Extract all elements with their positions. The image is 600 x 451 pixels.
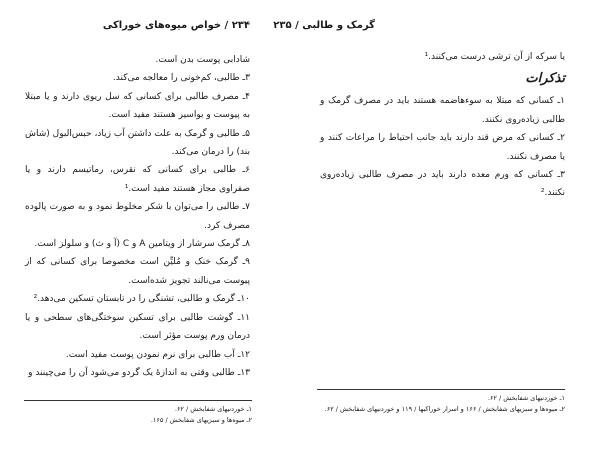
left-paragraph: ۱۱ـ گوشت طالبی برای تسکین سوختگی‌های سطحی و یا درمان ورم پوست مؤثر است. <box>25 312 250 342</box>
right-running-head: گرمک و طالبی / ۲۳۵ <box>273 20 375 31</box>
right-footnotes <box>317 393 565 414</box>
right-intro-line: یا سرکه از آن ترشی درست می‌کنند.¹ <box>424 52 565 62</box>
left-paragraph: ۱۳ـ طالبی وقتی به اندازهٔ یک گردو می‌شود آن را می‌چینند و <box>28 367 250 378</box>
left-paragraph: ۸ـ گرمک سرشار از ویتامین A و C (آ و ث) و سلولز است. <box>34 239 250 250</box>
right-footnote: ۲ـ میوه‌ها و سبزیهای شفابخش / ۱۶۶ و اسرار خوراکیها / ۱۱۹ و خوردنیهای شفابخش / ۶۲. <box>324 404 565 413</box>
left-paragraph: ۳ـ طالبی، کم‌خونی را معالجه می‌کند. <box>112 73 250 84</box>
left-paragraph: ۷ـ طالبی را می‌توان با شکر مخلوط نمود و به صورت پالوده مصرف کرد. <box>25 202 250 231</box>
left-footnote: ۲ـ میوه‌ها و سبزیهای شفابخش / ۱۶۵. <box>150 415 252 424</box>
right-body-text <box>320 48 565 203</box>
left-paragraph: ۱۲ـ آب طالبی برای نرم نمودن پوست مفید است. <box>65 349 250 360</box>
left-paragraph: ۶ـ طالبی برای کسانی که نقرس، رماتیسم دارند و یا صفراوی مجاز هستند مفید است.¹ <box>25 165 250 194</box>
right-footnote-rule <box>317 389 565 390</box>
right-paragraph: ۱ـ کسانی که مبتلا به سوءهاضمه هستند باید در مصرف گرمک و طالبی زیاده‌روی نکنند. <box>320 96 565 125</box>
left-paragraph: ۹ـ گرمک خنک و مُلیِّن است مخصوصا برای کسانی که از پیوست می‌نالند تجویز شده‌است. <box>25 257 250 286</box>
right-paragraph: ۲ـ کسانی که مرض قند دارند باید جانب احتیاط را مراعات کنند و یا مصرف نکنند. <box>320 133 565 162</box>
right-footnote: ۱ـ خوردنیهای شفابخش / ۶۲. <box>487 394 565 402</box>
right-page <box>273 0 600 451</box>
left-paragraph: ۴ـ مصرف طالبی برای کسانی که سل ریوی دارند و یا مبتلا به پیوست و بواسیر هستند مفید است. <box>25 91 250 121</box>
left-running-head: ۲۳۴ / خواص میوه‌های خوراکی <box>102 20 250 31</box>
right-paragraph: ۳ـ کسانی که ورم معده دارند باید در مصرف طالبی زیاده‌روی نکنند.² <box>320 170 565 199</box>
left-paragraph: ۵ـ طالبی و گرمک به علت داشتن آب زیاد، حبس‌البول (شاش بند) را درمان می‌کند. <box>25 128 250 158</box>
left-footnotes <box>24 404 252 425</box>
left-footnote-rule <box>24 400 252 401</box>
left-paragraph: ۱۰ـ گرمک و طالبی، تشنگی را در تابستان تسکین می‌دهد.² <box>33 294 250 305</box>
section-heading: تذکرات <box>525 71 565 87</box>
left-paragraph: شادابی پوست بدن است. <box>155 55 250 65</box>
left-footnote: ۱ـ خوردنیهای شفابخش / ۶۲. <box>174 405 252 413</box>
left-body-text <box>25 51 250 382</box>
